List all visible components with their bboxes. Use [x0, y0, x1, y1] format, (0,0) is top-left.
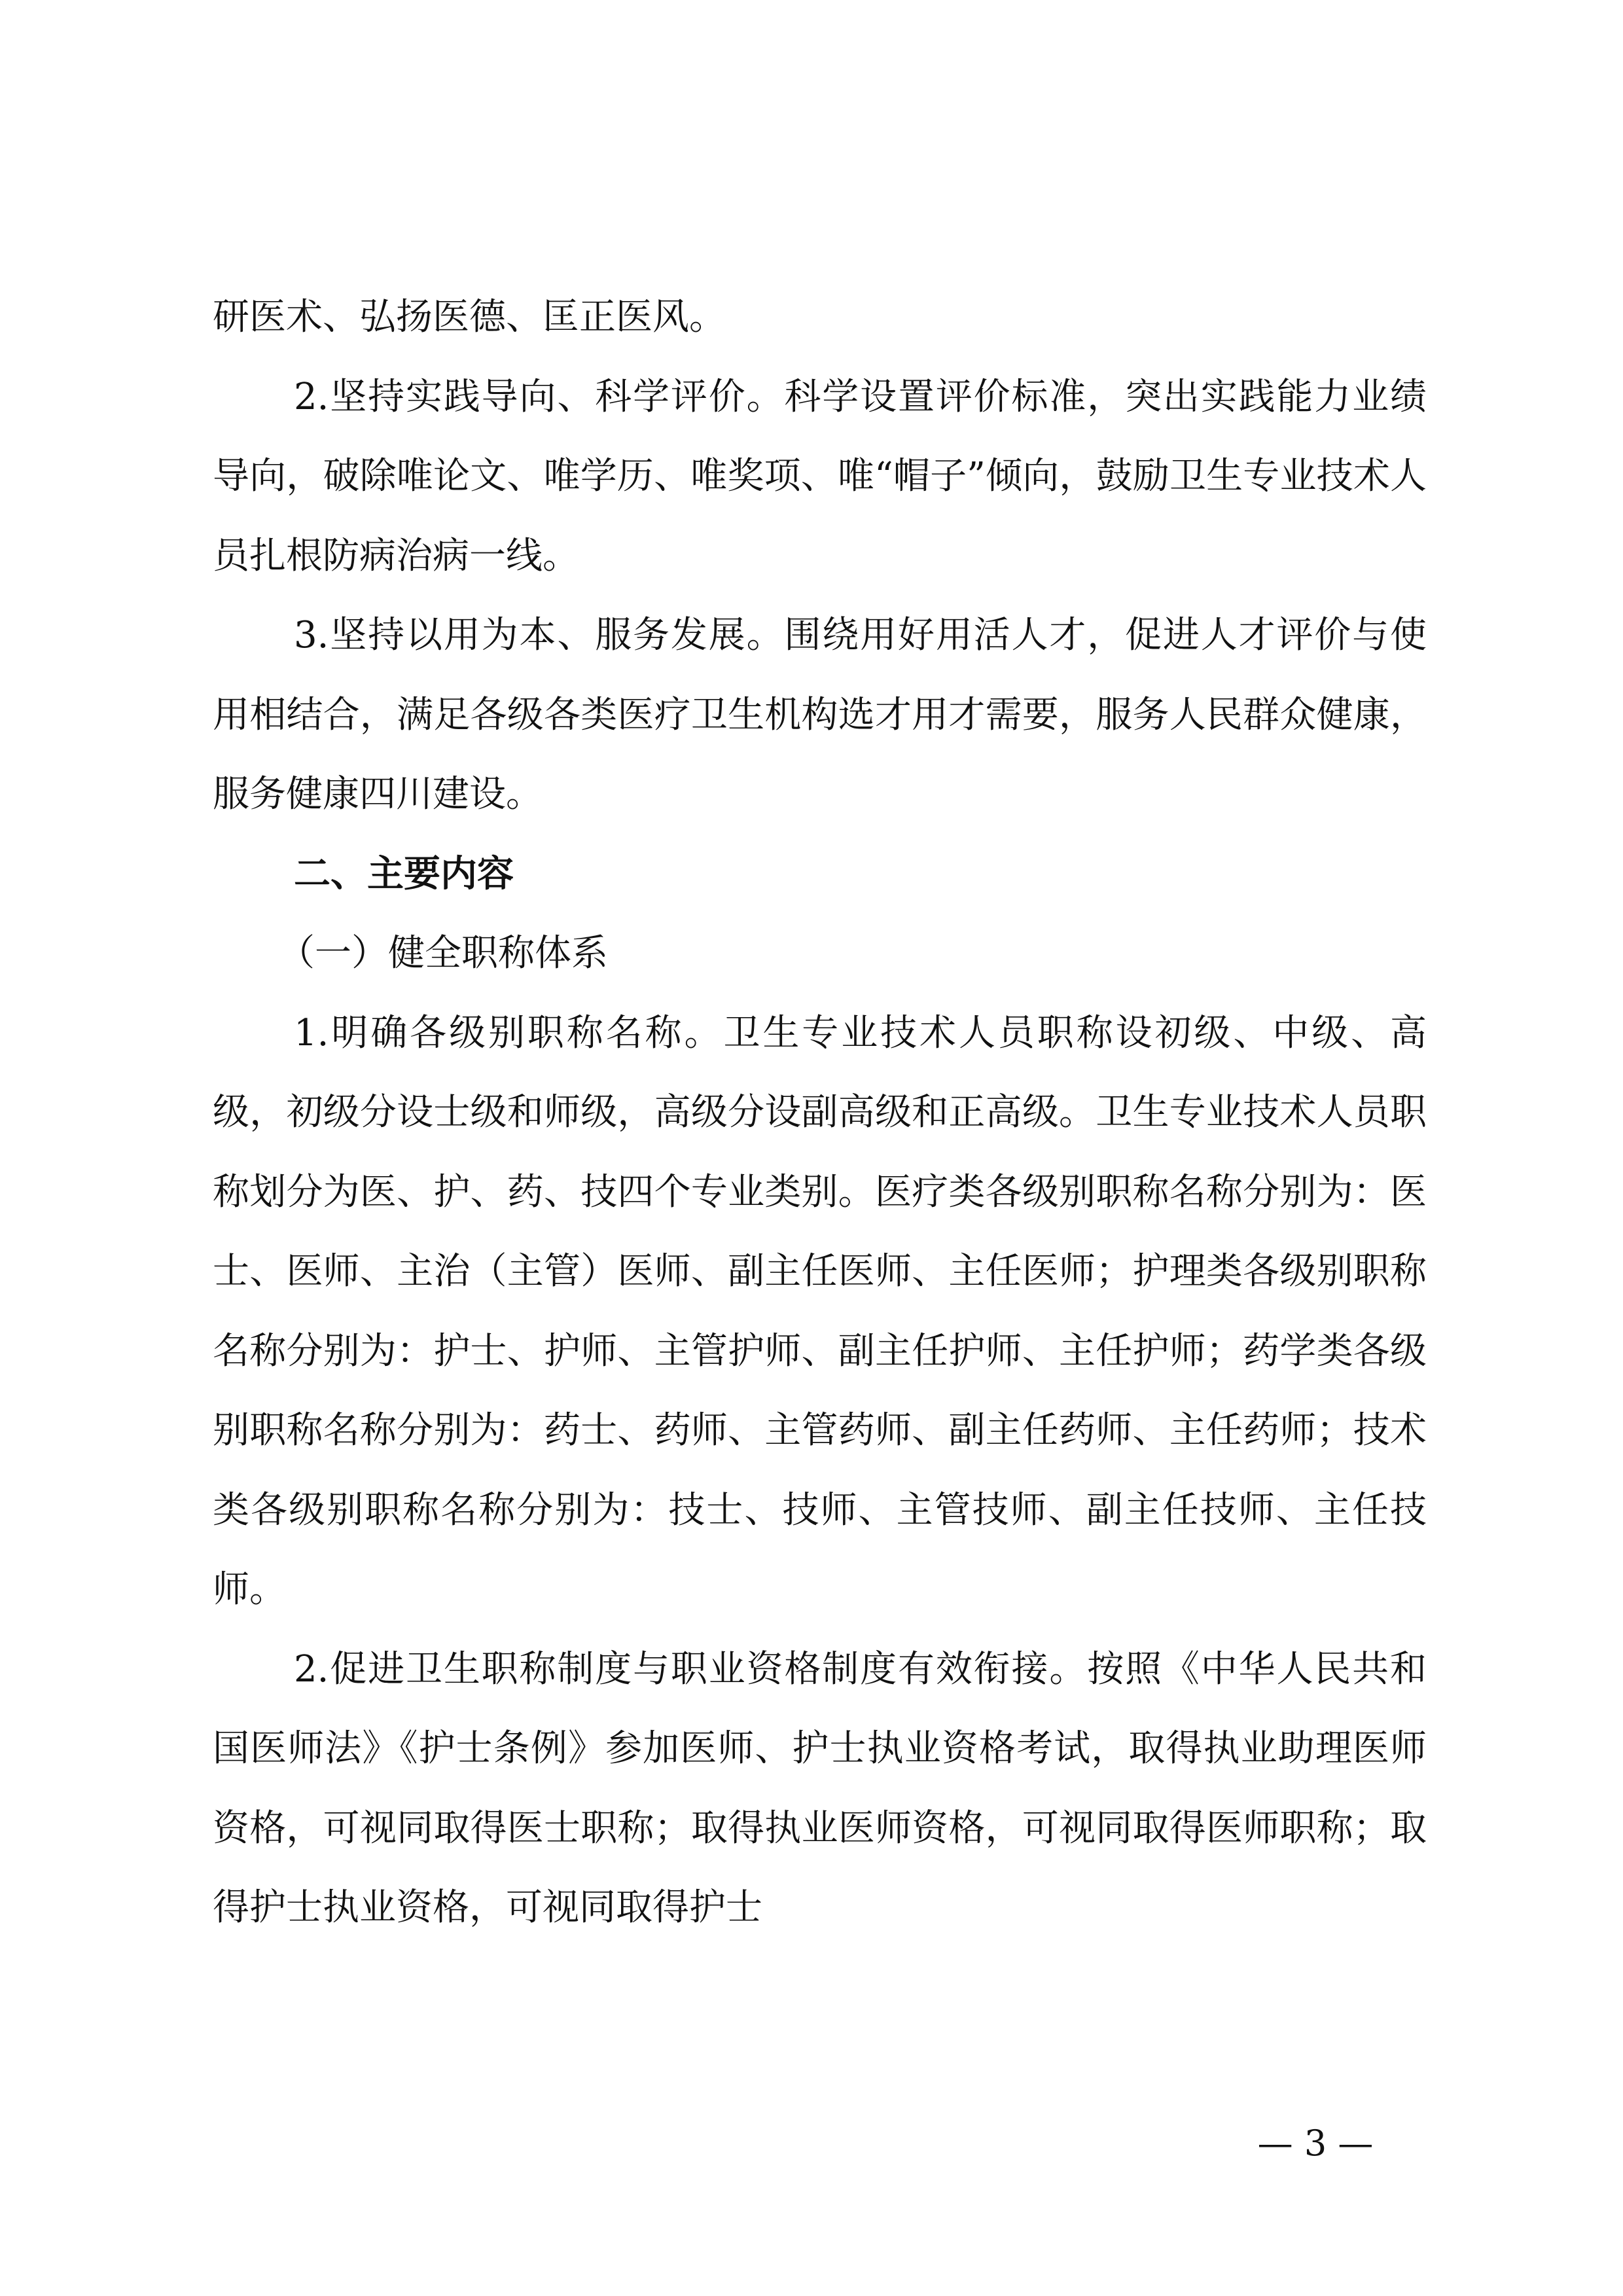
section-heading: 二、主要内容 — [294, 852, 514, 895]
paragraph-principle-2: 2.坚持实践导向、科学评价。科学设置评价标准，突出实践能力业绩导向，破除唯论文、唯学历、唯奖项、唯“帽子”倾向，鼓励卫生专业技术人员扎根防病治病一线。 — [213, 375, 1427, 577]
paragraph-principle-3: 3.坚持以用为本、服务发展。围绕用好用活人才，促进人才评价与使用相结合，满足各级各类医疗卫生机构选才用才需要，服务人民群众健康，服务健康四川建设。 — [213, 614, 1427, 816]
paragraph-continuation: 研医术、弘扬医德、匡正医风。 — [213, 296, 726, 338]
subsection-heading: （一）健全职称体系 — [278, 932, 608, 975]
paragraph-item-2: 2.促进卫生职称制度与职业资格制度有效衔接。按照《中华人民共和国医师法》《护士条例》参加医师、护士执业资格考试，取得执业助理医师资格，可视同取得医士职称；取得执业医师资格，可视同取得医师职称；取得护士执业资格，可视同取得护士 — [213, 1647, 1427, 1929]
document-body — [213, 278, 1427, 1948]
page-number: — 3 — — [1257, 2123, 1374, 2164]
paragraph-item-1: 1.明确各级别职称名称。卫生专业技术人员职称设初级、中级、高级，初级分设士级和师级，高级分设副高级和正高级。卫生专业技术人员职称划分为医、护、药、技四个专业类别。医疗类各级别职称名称分别为：医士、医师、主治（主管）医师、副主任医师、主任医师；护理类各级别职称名称分别为：护士、护师、主管护师、副主任护师、主任护师；药学类各级别职称名称分别为：药士、药师、主管药师、副主任药师、主任药师；技术类各级别职称名称分别为：技士、技师、主管技师、副主任技师、主任技师。 — [213, 1011, 1427, 1611]
